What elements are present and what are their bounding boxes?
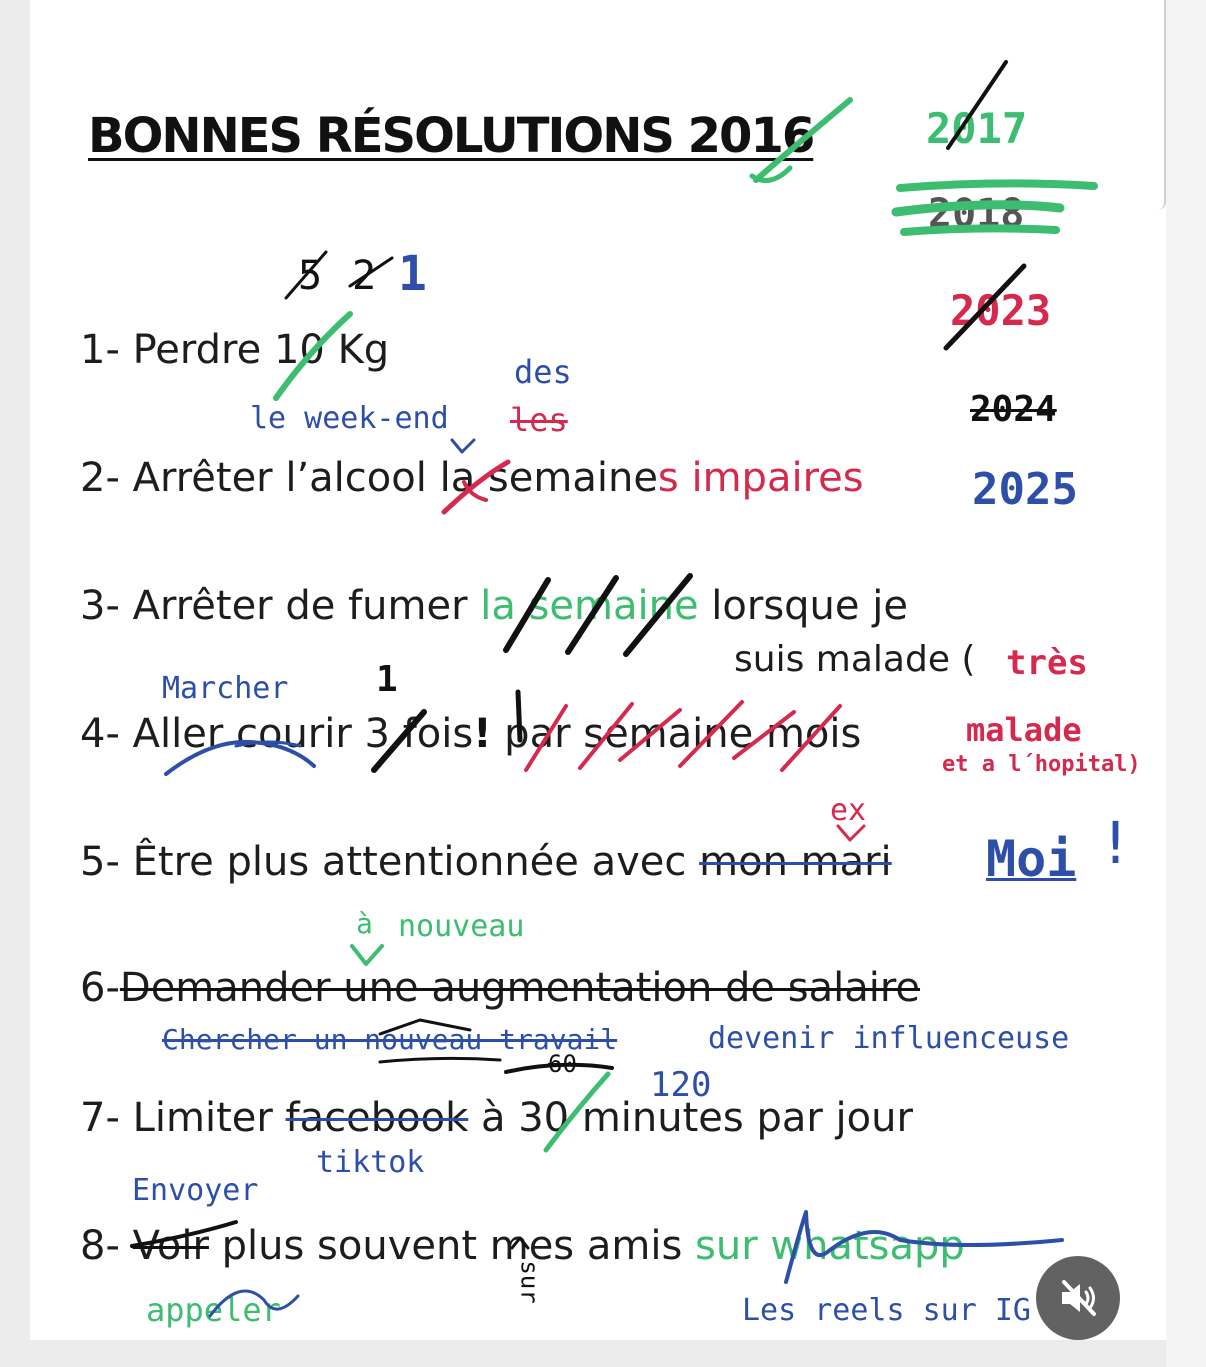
item3-red-hopital: et a l´hopital) — [942, 752, 1141, 777]
item4-text-a: Alle — [132, 711, 207, 757]
item4-crossed-courir: r courir — [206, 711, 352, 757]
item2-text-b: semaine — [487, 455, 658, 501]
item4-number: 4- — [80, 711, 120, 757]
item6-above-nouveau: nouveau — [398, 909, 525, 944]
item5-text-a: Être plus attentionnée avec — [132, 839, 687, 885]
item4-above-marcher: Marcher — [162, 671, 289, 706]
item5-crossed: mon mari — [699, 839, 892, 885]
item5-moi: Moi — [986, 830, 1077, 888]
item1-crossed-digit: 0 — [299, 327, 325, 373]
item4-exclamation: ! — [473, 711, 492, 757]
year-2017: 2017 — [926, 104, 1028, 153]
year-2025: 2025 — [972, 464, 1078, 515]
year-2024: 2024 — [970, 389, 1057, 430]
title-crossed-digit: 0 — [719, 108, 751, 164]
item1-text-a: Perdre 1 — [132, 327, 300, 373]
item7-text-a: Limiter — [132, 1095, 273, 1141]
item1-line — [80, 327, 390, 373]
item1-correction-2: 2 — [352, 253, 377, 299]
item4-crossed-number: 3 — [364, 711, 390, 757]
item4-line — [80, 711, 862, 757]
item8-above-envoyer: Envoyer — [132, 1173, 259, 1208]
item3-red-tres: très — [1006, 643, 1088, 683]
year-2018: 2018 — [928, 191, 1025, 237]
item2-red-suffix: s impaires — [657, 455, 864, 501]
item2-des: des — [514, 353, 572, 391]
item1-number: 1- — [80, 327, 120, 373]
item3-line2: suis malade ( — [734, 639, 976, 680]
item1-correction-5: 5 — [298, 253, 323, 299]
item7-text-c: minutes par jour — [581, 1095, 913, 1141]
item7-onetwenty: 120 — [650, 1065, 712, 1105]
item6-above-a: à — [356, 907, 373, 940]
item3-number: 3- — [80, 583, 120, 629]
item6-alt-influenceuse: devenir influenceuse — [708, 1021, 1070, 1056]
scrollbar-thumb[interactable] — [1152, 0, 1166, 210]
item4-correction-1: 1 — [376, 659, 398, 700]
item5-ex: ex — [830, 793, 867, 828]
item8-green-crossed: sur whatsapp — [695, 1223, 965, 1269]
item2-line — [80, 455, 864, 501]
item3-line — [80, 583, 908, 629]
item4-text-fois: fois — [402, 711, 474, 757]
item3-text-a: Arrêter de fumer — [132, 583, 468, 629]
title-suffix: 16 — [750, 108, 814, 164]
item6-line — [80, 965, 921, 1011]
page-title — [88, 108, 814, 164]
year-2023: 2023 — [950, 286, 1052, 335]
item8-text-a: plus souvent mes amis — [221, 1223, 683, 1269]
item5-number: 5- — [80, 839, 120, 885]
item7-line — [80, 1095, 913, 1141]
item6-number: 6- — [80, 965, 120, 1011]
item8-crossed: Voir — [132, 1223, 209, 1269]
item4-crossed-period: par semaine mois — [504, 711, 862, 757]
item7-tiktok: tiktok — [316, 1145, 425, 1180]
item8-reels: Les reels sur IG — [742, 1293, 1031, 1328]
item7-text-b: à — [480, 1095, 506, 1141]
item7-crossed: facebook — [285, 1095, 469, 1141]
item7-crossed-number: 30 — [518, 1095, 570, 1141]
item2-text-a: Arrêter l’alcool — [132, 455, 427, 501]
title-prefix: BONNES RÉSOLUTIONS 2 — [88, 108, 720, 164]
item2-crossed: la — [439, 455, 476, 501]
item3-red-malade: malade — [966, 711, 1082, 749]
scrollbar-track[interactable] — [1166, 0, 1206, 1367]
mute-button[interactable] — [1036, 1256, 1120, 1340]
item2-above-weekend: le week-end — [250, 401, 449, 436]
item1-text-b: Kg — [337, 327, 390, 373]
item8-below-appeler: appeler — [146, 1291, 281, 1329]
speaker-muted-icon — [1056, 1276, 1100, 1320]
item7-number: 7- — [80, 1095, 120, 1141]
item6-crossed: Demander une augmentation de salaire — [119, 965, 921, 1011]
item3-text-b: lorsque je — [711, 583, 908, 629]
item8-sur-rotated: sur — [515, 1260, 544, 1304]
item5-line — [80, 839, 892, 885]
item1-correction-1: 1 — [398, 246, 427, 302]
item6-below-crossed: Chercher un nouveau travail — [162, 1023, 618, 1056]
item5-exclamation: ! — [1098, 809, 1133, 877]
item7-sixty: 60 — [548, 1050, 577, 1078]
item3-green-crossed: la semaine — [480, 583, 699, 629]
item2-les-crossed: les — [510, 401, 568, 439]
item2-number: 2- — [80, 455, 120, 501]
item8-number: 8- — [80, 1223, 120, 1269]
